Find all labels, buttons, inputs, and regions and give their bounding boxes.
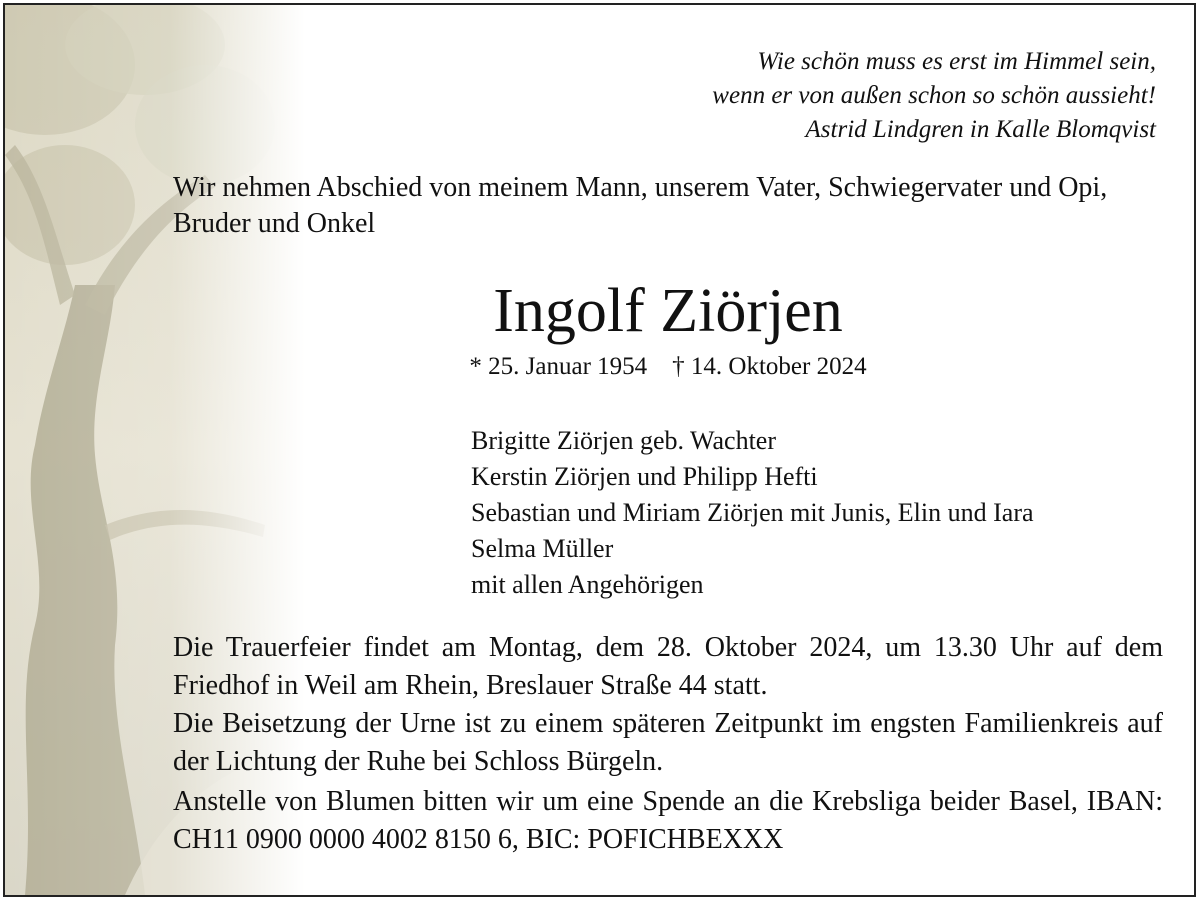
- mourner-line: mit allen Angehörigen: [471, 570, 704, 599]
- quote-line: Wie schön muss es erst im Himmel sein,: [757, 48, 1156, 75]
- mourner-line: Selma Müller: [471, 534, 614, 563]
- mourner-line: Sebastian und Miriam Ziörjen mit Junis, Elin und Iara: [471, 498, 1034, 527]
- birth-date: * 25. Januar 1954: [469, 353, 648, 380]
- donation-text: Anstelle von Blumen bitten wir um eine Spende an die Krebsliga beider Basel, IBAN: CH11 0900 0000 4002 8150 6, BIC: POFICHBEXXX: [173, 786, 1163, 855]
- burial-text: Die Beisetzung der Urne ist zu einem späteren Zeitpunkt im engsten Familienkreis auf der Lichtung der Ruhe bei Schloss Bürgeln.: [173, 708, 1163, 777]
- ceremony-text: Die Trauerfeier findet am Montag, dem 28. Oktober 2024, um 13.30 Uhr auf dem Friedhof in Weil am Rhein, Breslauer Straße 44 statt.: [173, 632, 1163, 701]
- service-info: [173, 629, 1163, 859]
- quote-block: [712, 45, 1156, 147]
- death-date: † 14. Oktober 2024: [672, 353, 867, 380]
- deceased-name: Ingolf Ziörjen: [493, 277, 843, 345]
- mourners-list: [471, 423, 1034, 603]
- mourner-line: Brigitte Ziörjen geb. Wachter: [471, 426, 776, 455]
- mourner-line: Kerstin Ziörjen und Philipp Hefti: [471, 462, 818, 491]
- quote-line: wenn er von außen schon so schön aussieht!: [712, 82, 1156, 109]
- obituary-frame: [3, 3, 1196, 897]
- quote-author: Astrid Lindgren in Kalle Blomqvist: [805, 116, 1156, 143]
- intro-text: Wir nehmen Abschied von meinem Mann, unserem Vater, Schwiegervater und Opi, Bruder und Onkel: [173, 172, 1108, 239]
- life-dates: [173, 351, 1163, 383]
